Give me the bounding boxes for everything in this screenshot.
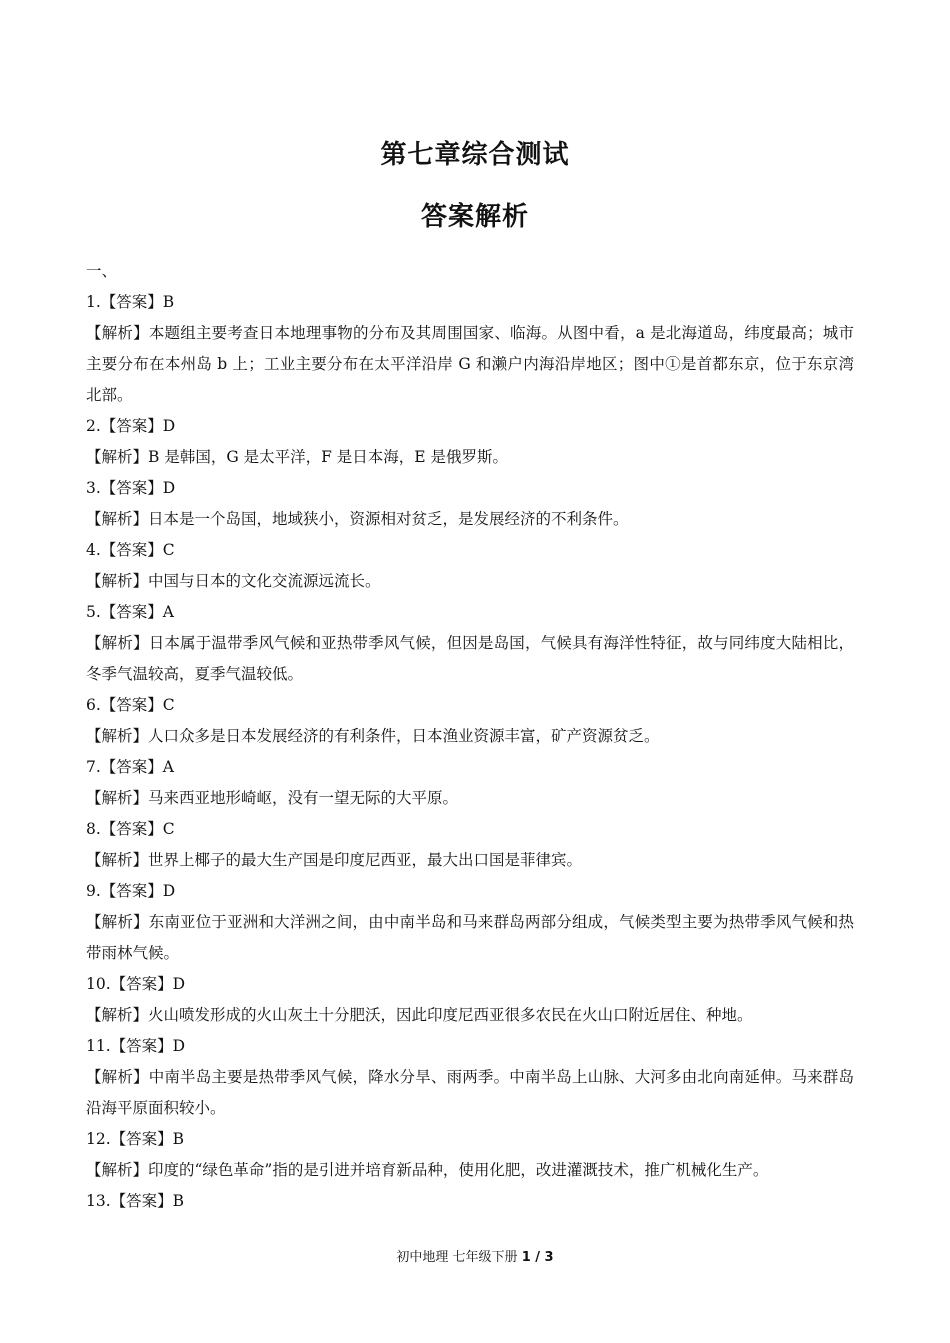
answer-line: 12.【答案】B	[86, 1130, 185, 1148]
footer-text: 初中地理 七年级下册	[396, 1250, 518, 1265]
answer-line: 10.【答案】D	[86, 975, 186, 993]
explanation-text: 【解析】中南半岛主要是热带季风气候，降水分旱、雨两季。中南半岛上山脉、大河多由北向南延伸。马来群岛沿海平原面积较小。	[86, 1068, 854, 1117]
answer-line: 2.【答案】D	[86, 417, 176, 435]
explanation-text: 【解析】印度的“绿色革命”指的是引进并培育新品种，使用化肥，改进灌溉技术，推广机械化生产。	[86, 1161, 769, 1179]
answer-line: 7.【答案】A	[86, 758, 174, 776]
answer-line: 9.【答案】D	[86, 882, 176, 900]
page-footer	[0, 1246, 950, 1265]
explanation-text: 【解析】东南亚位于亚洲和大洋洲之间，由中南半岛和马来群岛两部分组成，气候类型主要为热带季风气候和热带雨林气候。	[86, 913, 854, 962]
answer-line: 4.【答案】C	[86, 541, 175, 559]
explanation-text: 【解析】世界上椰子的最大生产国是印度尼西亚，最大出口国是菲律宾。	[86, 851, 583, 869]
explanation-text: 【解析】B 是韩国，G 是太平洋，F 是日本海，E 是俄罗斯。	[86, 448, 509, 466]
answer-line: 1.【答案】B	[86, 293, 175, 311]
answer-content	[86, 256, 854, 1217]
explanation-text: 【解析】中国与日本的文化交流源远流长。	[86, 572, 381, 590]
explanation-text: 【解析】人口众多是日本发展经济的有利条件，日本渔业资源丰富，矿产资源贫乏。	[86, 727, 660, 745]
section-heading: 一、	[86, 262, 118, 280]
answer-line: 8.【答案】C	[86, 820, 175, 838]
explanation-text: 【解析】日本是一个岛国，地域狭小，资源相对贫乏，是发展经济的不利条件。	[86, 510, 629, 528]
answer-line: 6.【答案】C	[86, 696, 175, 714]
answer-line: 3.【答案】D	[86, 479, 176, 497]
answer-line: 11.【答案】D	[86, 1037, 186, 1055]
answer-line: 5.【答案】A	[86, 603, 174, 621]
explanation-text: 【解析】日本属于温带季风气候和亚热带季风气候，但因是岛国，气候具有海洋性特征，故与同纬度大陆相比，冬季气温较高，夏季气温较低。	[86, 634, 854, 683]
explanation-text: 【解析】马来西亚地形崎岖，没有一望无际的大平原。	[86, 789, 459, 807]
page-number: 1 / 3	[521, 1250, 554, 1265]
answer-line: 13.【答案】B	[86, 1192, 185, 1210]
explanation-text: 【解析】火山喷发形成的火山灰土十分肥沃，因此印度尼西亚很多农民在火山口附近居住、种地。	[86, 1006, 753, 1024]
page-title: 第七章综合测试	[380, 140, 570, 170]
explanation-text: 【解析】本题组主要考查日本地理事物的分布及其周围国家、临海。从图中看，a 是北海道岛，纬度最高；城市主要分布在本州岛 b 上；工业主要分布在太平洋沿岸 G 和濑户内海沿岸地区；图中①是首都东京，位于东京湾北部。	[86, 324, 854, 404]
page-subtitle: 答案解析	[420, 202, 529, 232]
